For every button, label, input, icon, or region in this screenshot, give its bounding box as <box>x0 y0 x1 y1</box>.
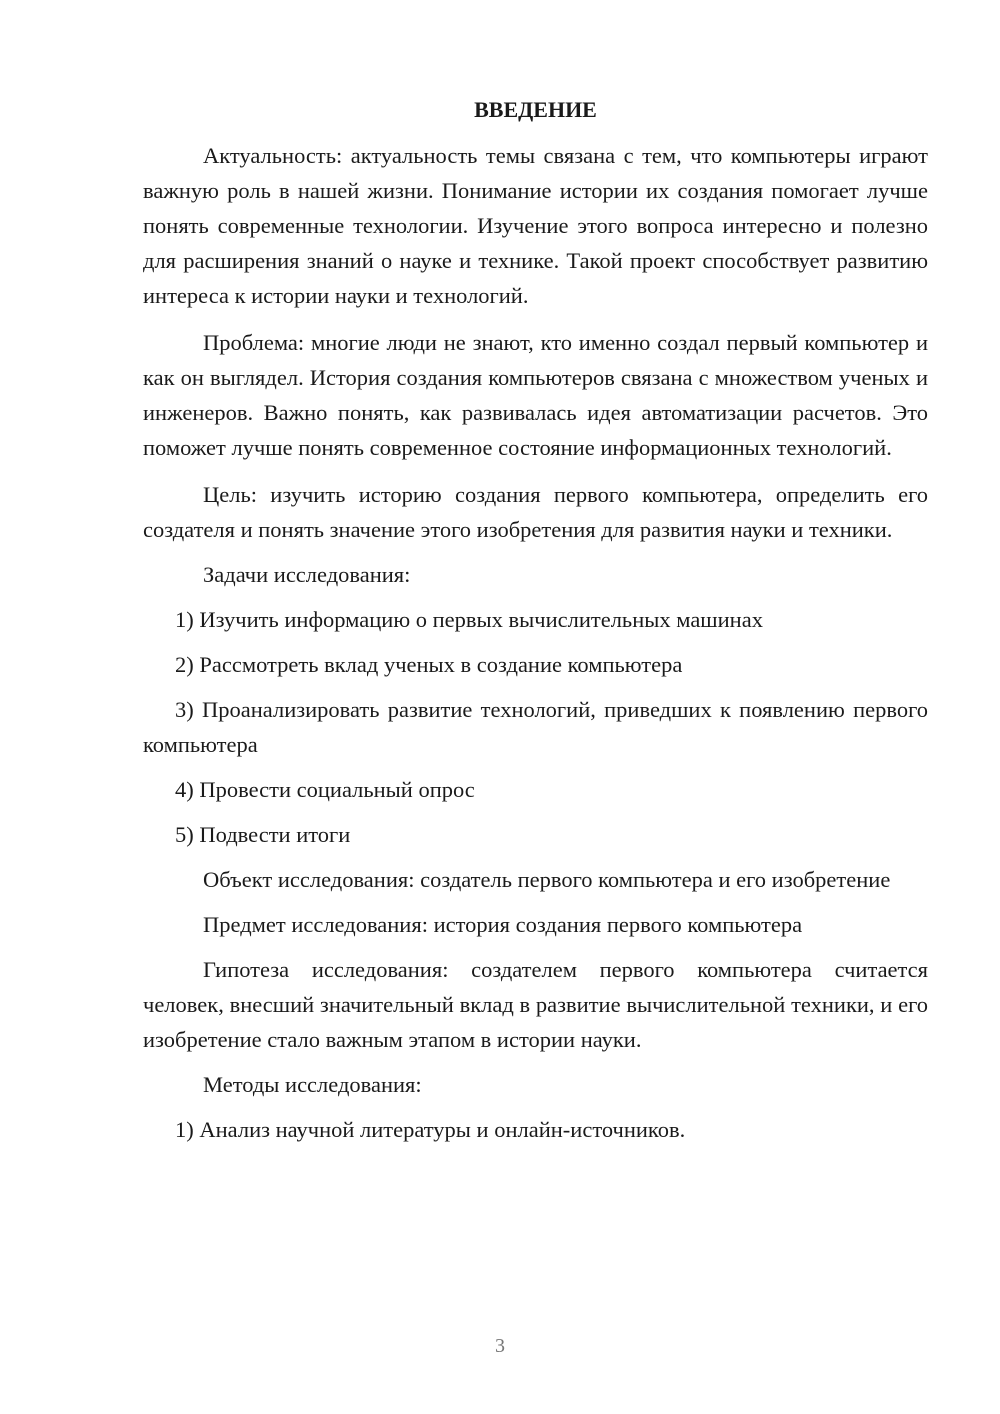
task-item-4: 4) Провести социальный опрос <box>175 777 475 802</box>
page-number: 3 <box>495 1335 505 1357</box>
task-item-3: 3) Проанализировать развитие технологий, приведших к появлению первого компьютера <box>143 697 928 757</box>
task-item-1: 1) Изучить информацию о первых вычислительных машинах <box>175 607 763 632</box>
hypothesis-paragraph: Гипотеза исследования: создателем первого компьютера считается человек, внесший значительный вклад в развитие вычислительной техники, и его изобретение стало важным этапом в истории науки. <box>143 957 928 1052</box>
object-paragraph: Объект исследования: создатель первого компьютера и его изобретение <box>203 867 891 892</box>
task-item-2: 2) Рассмотреть вклад ученых в создание компьютера <box>175 652 683 677</box>
goal-paragraph: Цель: изучить историю создания первого компьютера, определить его создателя и понять значение этого изобретения для развития науки и техники. <box>143 482 928 542</box>
relevance-paragraph: Актуальность: актуальность темы связана с тем, что компьютеры играют важную роль в нашей жизни. Понимание истории их создания помогает лучше понять современные технологии. Изучение этого вопроса интересно и полезно для расширения знаний о науке и технике. Такой проект способствует развитию интереса к истории науки и технологий. <box>143 143 928 308</box>
tasks-heading: Задачи исследования: <box>203 562 411 587</box>
task-item-5: 5) Подвести итоги <box>175 822 351 847</box>
section-heading: ВВЕДЕНИЕ <box>474 97 597 122</box>
page-content <box>143 94 928 1147</box>
methods-heading: Методы исследования: <box>203 1072 422 1097</box>
problem-paragraph: Проблема: многие люди не знают, кто именно создал первый компьютер и как он выглядел. История создания компьютеров связана с множеством ученых и инженеров. Важно понять, как развивалась идея автоматизации расчетов. Это поможет лучше понять современное состояние информационных технологий. <box>143 330 928 460</box>
method-item-1: 1) Анализ научной литературы и онлайн-источников. <box>175 1117 686 1142</box>
subject-paragraph: Предмет исследования: история создания первого компьютера <box>203 912 803 937</box>
